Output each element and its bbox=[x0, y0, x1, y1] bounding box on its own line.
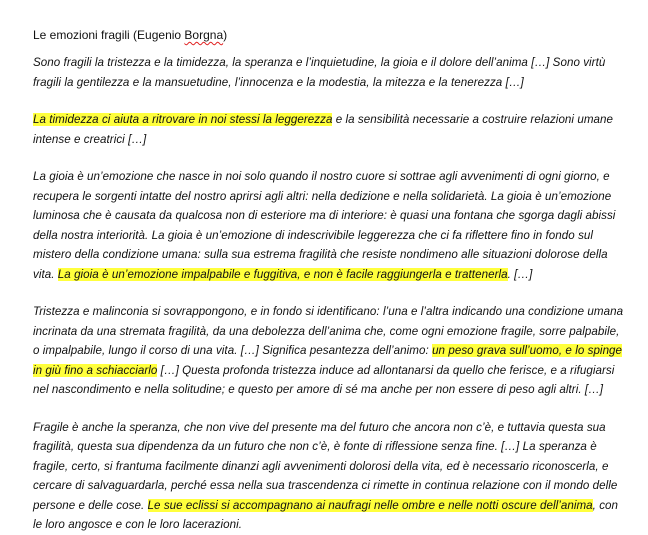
highlighted-text: La gioia è un’emozione impalpabile e fuggitiva, e non è facile raggiungerla e trattenerla bbox=[57, 267, 508, 281]
title-main: Le emozioni fragili (Eugenio bbox=[33, 28, 185, 42]
paragraph-text: . […] bbox=[507, 267, 533, 281]
paragraph-text: , con le loro angosce e con le loro lacerazioni. bbox=[33, 498, 619, 531]
paragraph-text: Fragile è anche la speranza, che non vive del presente ma del futuro che ancora non c’è, e tuttavia questa sua fragilità, questa sua dipendenza da un futuro che non c’è, è fonte di riflessione senza fine. […] La speranza è fragile, certo, si frantuma facilmente dinanzi agli avvenimenti dolorosi della vita, ed è necessario riconoscerla, e cercare di salvaguardarla, perché essa nella sua trascendenza ci rimette in continua relazione con il mondo delle persone e delle cose. bbox=[33, 420, 618, 512]
highlighted-text: Le sue eclissi si accompagnano ai naufragi nelle ombre e nelle notti oscure dell’anima bbox=[147, 498, 593, 512]
paragraph-text: La gioia è un’emozione che nasce in noi solo quando il nostro cuore si sottrae agli avvenimenti di ogni giorno, e recupera le sorgenti intatte del nostro aprirsi agli altri: nella dedizione e nella solidarietà. La gioia è un’emozione luminosa che è causata da qualcosa non di esteriore ma di interiore: è quasi una fontana che sgorga dagli abissi della nostra interiorità. La gioia è un’emozione di indescrivibile leggerezza che ci fa riflettere fino in fondo sul mistero della condizione umana: sulla sua estrema fragilità che resiste nondimeno alle situazioni dolorose della vita. bbox=[33, 170, 616, 281]
paragraph-text: e la sensibilità necessarie a costruire relazioni umane intense e creatrici […] bbox=[33, 113, 614, 146]
document-body bbox=[33, 53, 628, 535]
title-author-surname: Borgna bbox=[184, 28, 224, 42]
paragraph-text: […] Questa profonda tristezza induce ad allontanarsi da quello che ferisce, e a rifugiarsi nel nascondimento e nella solitudine; e questo per amore di sé ma anche per non essere di peso agli altri. […] bbox=[33, 363, 615, 396]
paragraph bbox=[33, 53, 628, 92]
highlighted-text: un peso grava sull’uomo, e lo spinge in giù fino a schiacciarlo bbox=[33, 344, 623, 377]
paragraph bbox=[33, 302, 628, 400]
title-close: ) bbox=[223, 28, 228, 42]
paragraph-text: Sono fragili la tristezza e la timidezza, la speranza e l’inquietudine, la gioia e il dolore dell’anima […] Sono virtù fragili la gentilezza e la mansuetudine, l’innocenza e la modestia, la mitezza e la tenerezza […] bbox=[33, 56, 606, 89]
paragraph-text: Tristezza e malinconia si sovrappongono, e in fondo si identificano: l’una e l’altra indicando una condizione umana incrinata da una stremata fragilità, da una debolezza dell’anima che, come ogni emozione fragile, sorre palpabile, o impalpabile, lungo il corso di una vita. […] Significa pesantezza dell’animo: bbox=[33, 305, 624, 357]
paragraph bbox=[33, 110, 628, 149]
document-title bbox=[33, 27, 628, 43]
paragraph bbox=[33, 167, 628, 284]
paragraph bbox=[33, 418, 628, 535]
highlighted-text: La timidezza ci aiuta a ritrovare in noi stessi la leggerezza bbox=[33, 113, 333, 126]
